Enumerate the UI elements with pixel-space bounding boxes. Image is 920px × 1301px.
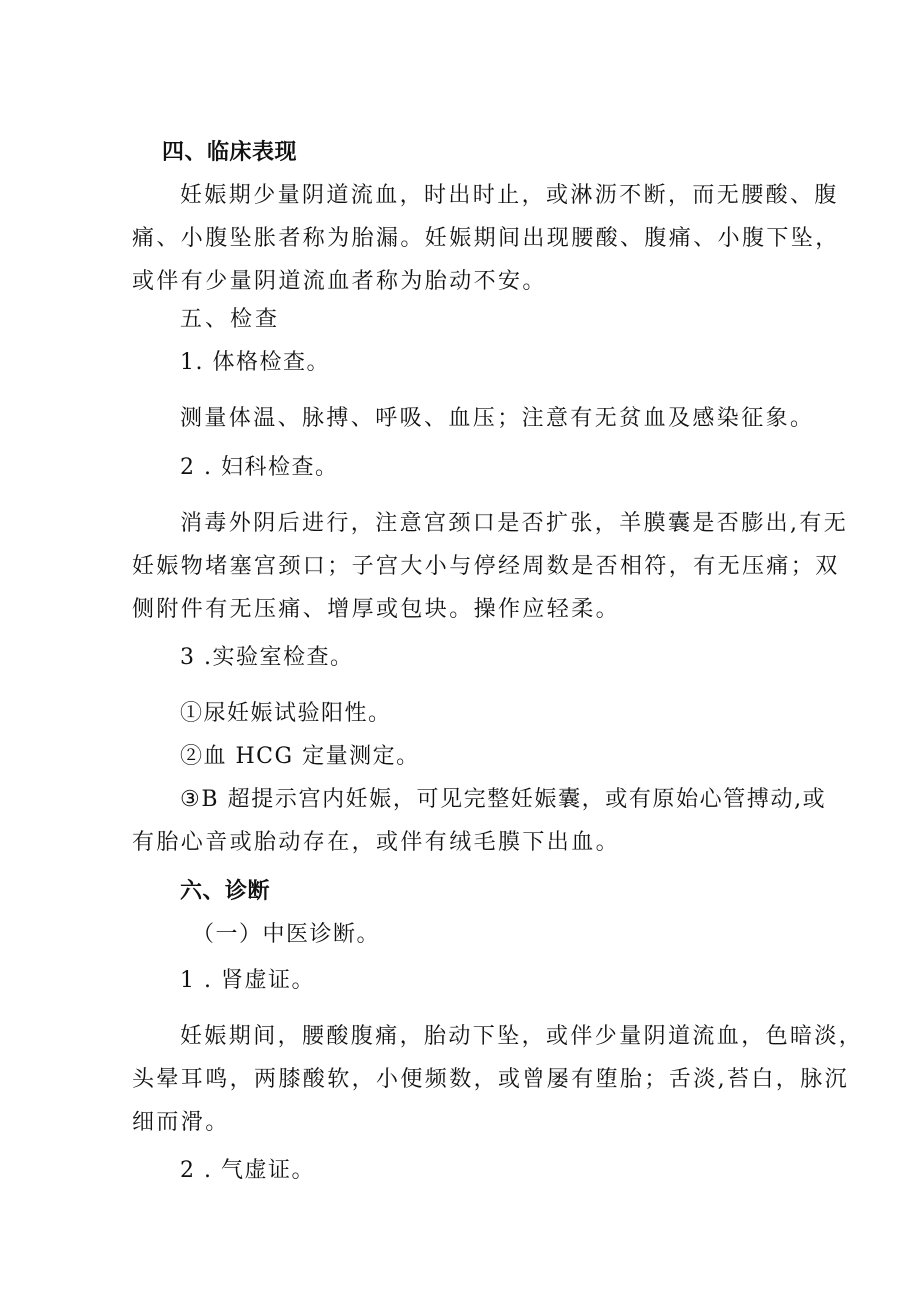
section-heading-diagnosis: 六、诊断 [180, 879, 271, 904]
subsection-title-tcm-diagnosis: （一）中医诊断。 [192, 922, 381, 947]
section-heading-clinical: 四、临床表现 [162, 140, 298, 165]
paragraph-line: 或伴有少量阴道流血者称为胎动不安。 [132, 269, 547, 294]
paragraph-line: 细而滑。 [132, 1110, 230, 1135]
paragraph-line: 妊娠期少量阴道流血，时出时止，或淋沥不断，而无腰酸、腹 [180, 183, 839, 208]
paragraph-line: 妊娠物堵塞宫颈口；子宫大小与停经周数是否相符，有无压痛；双 [132, 554, 840, 579]
paragraph-line: 侧附件有无压痛、增厚或包块。操作应轻柔。 [132, 597, 621, 622]
item-title-physical-exam: 1. 体格检查。 [180, 350, 330, 375]
lab-item-2: ②血 HCG 定量测定。 [180, 744, 420, 769]
paragraph-line: 有胎心音或胎动存在，或伴有绒毛膜下出血。 [132, 830, 621, 855]
item-title-kidney-deficiency: 1 . 肾虚证。 [180, 968, 315, 993]
section-heading-exam: 五、检查 [180, 307, 281, 332]
paragraph-line: 妊娠期间，腰酸腹痛，胎动下坠，或伴少量阴道流血，色暗淡， [180, 1024, 864, 1049]
paragraph-line: 消毒外阴后进行，注意宫颈口是否扩张，羊膜囊是否膨出,有无 [180, 511, 849, 536]
lab-item-1: ①尿妊娠试验阳性。 [180, 701, 392, 726]
paragraph-line: 头晕耳鸣，两膝酸软，小便频数，或曾屡有堕胎；舌淡,苔白，脉沉 [132, 1067, 849, 1092]
paragraph-line: 测量体温、脉搏、呼吸、血压；注意有无贫血及感染征象。 [180, 406, 815, 431]
paragraph-line: 痛、小腹坠胀者称为胎漏。妊娠期间出现腰酸、腹痛、小腹下坠， [132, 226, 840, 251]
item-title-lab-exam: 3 .实验室检查。 [180, 645, 354, 670]
lab-item-3: ③B 超提示宫内妊娠，可见完整妊娠囊，或有原始心管搏动,或 [180, 787, 827, 812]
item-title-qi-deficiency: 2 . 气虚证。 [180, 1158, 315, 1183]
item-title-gyn-exam: 2 . 妇科检查。 [180, 455, 339, 480]
